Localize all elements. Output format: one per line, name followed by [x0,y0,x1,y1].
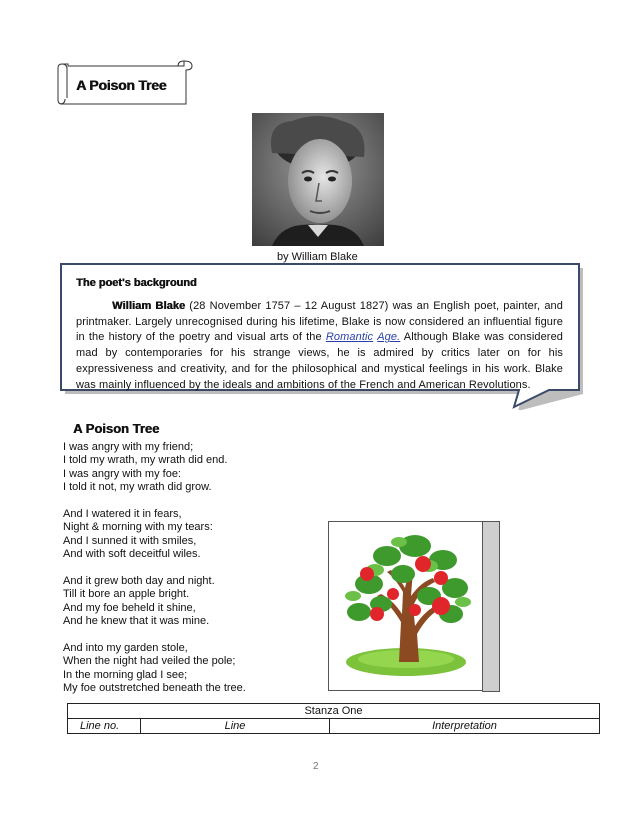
stanza-table [67,703,600,734]
poem-line: I was angry with my friend; [63,441,194,453]
poet-name: William Blake [112,300,186,312]
bio-text-1: (28 November 1757 – 12 August 1827) was an English poet, painter, and printmaker. Largely unrecognised during his lifetime, Blake is now considered an influential figure in the history of the poetry and visual arts of the [76,300,563,344]
page-number: 2 [313,761,319,772]
poem-heading: A Poison Tree [73,421,160,436]
table-title: Stanza One [68,704,600,719]
bio-text-2: Although Blake was considered mad by contemporaries for his strange views, he is admired by critics later on for his expressiveness and creativity, and for the philosophical and mystical feelings in his work. Blake was mainly influenced by the ideals and ambitions of the French and American Revolutions. [76,331,564,391]
image-side-panel [482,521,500,692]
column-header-line-no: Line no. [68,719,141,734]
poem-line: Night & morning with my tears: [63,521,213,534]
poem-line: I told my wrath, my wrath did end. [63,454,228,467]
poem-line: And it grew both day and night. [63,575,215,588]
column-header-interpretation: Interpretation [330,719,600,734]
background-text [76,299,563,393]
poem-line: In the morning glad I see; [63,668,188,681]
poem-line: And my foe beheld it shine, [63,601,196,614]
poem-line: And I watered it in fears, [63,508,182,521]
poem-text [63,441,246,696]
poem-line: When the night had veiled the pole; [63,655,236,668]
age-link[interactable]: Age. [377,331,401,344]
apple-tree-image [328,521,484,691]
poem-line: And with soft deceitful wiles. [63,548,201,561]
portrait-caption: by William Blake [277,251,358,263]
poem-line: Till it bore an apple bright. [63,588,190,601]
poem-line: And he knew that it was mine. [63,615,210,628]
poem-line: And I sunned it with smiles, [63,534,197,547]
poem-line: And into my garden stole, [63,642,188,655]
poem-line: My foe outstretched beneath the tree. [63,682,246,695]
column-header-line: Line [141,719,330,734]
poet-portrait [252,113,384,246]
poem-line: I was angry with my foe: [63,467,181,480]
romantic-link[interactable]: Romantic [325,331,374,344]
background-heading: The poet's background [76,277,197,289]
scroll-title: A Poison Tree [76,77,167,93]
poem-line: I told it not, my wrath did grow. [63,481,212,494]
